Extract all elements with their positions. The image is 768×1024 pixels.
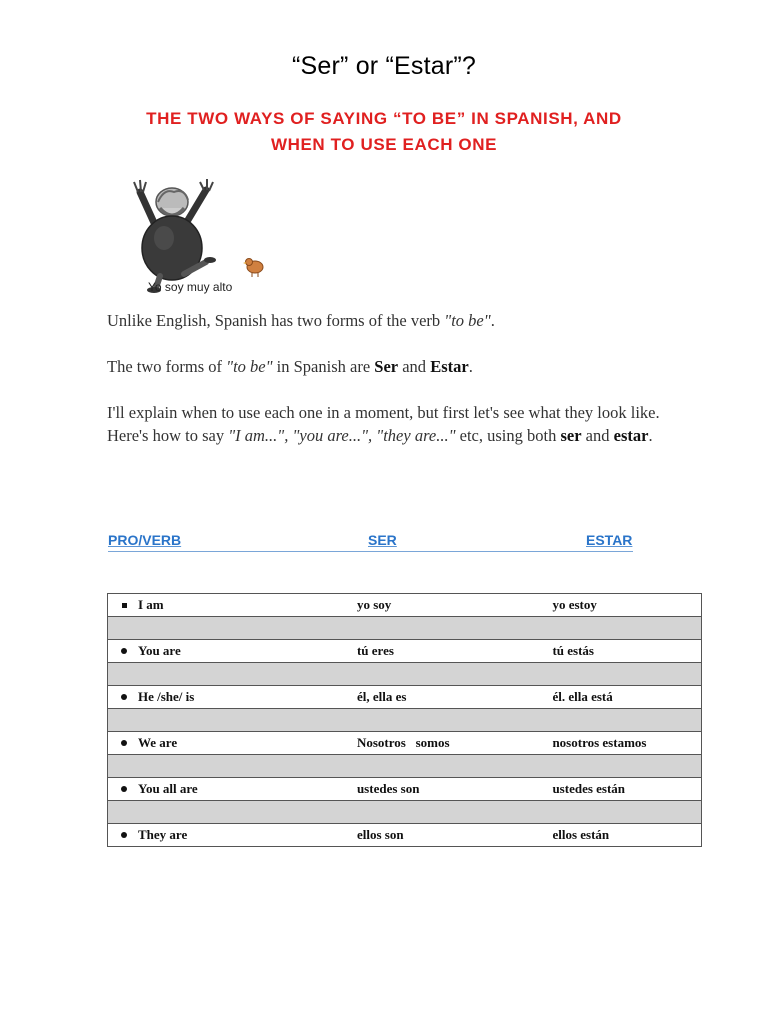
table-row [108, 686, 702, 709]
table-row [108, 778, 702, 801]
estar-cell: él. ella está [552, 686, 701, 709]
gap-cell [108, 801, 702, 824]
ser-cell: tú eres [357, 640, 553, 663]
pronoun-cell [108, 732, 357, 755]
estar-cell: nosotros estamos [552, 732, 701, 755]
estar-cell: yo estoy [552, 594, 701, 617]
conjugation-table-body [108, 594, 702, 847]
pronoun-text: You are [138, 643, 181, 658]
estar-cell: ellos están [552, 824, 701, 847]
table-row [108, 594, 702, 617]
gap-cell [108, 755, 702, 778]
subtitle-line-2: WHEN TO USE EACH ONE [270, 135, 498, 154]
pronoun-cell [108, 824, 357, 847]
p1-italic: "to be" [444, 311, 491, 330]
bullet-mark [121, 694, 127, 700]
header-ser: SER [368, 532, 397, 548]
table-row [108, 824, 702, 847]
conjugation-table [107, 593, 702, 847]
p1-end: . [490, 311, 495, 330]
paragraph-intro [107, 310, 677, 333]
header-estar: ESTAR [586, 532, 633, 548]
gap-cell [108, 663, 702, 686]
table-gap-row [108, 755, 702, 778]
paragraph-explain [107, 402, 677, 447]
bullet-mark [122, 603, 127, 608]
subtitle-line-1: THE TWO WAYS OF SAYING “TO BE” IN SPANISH, AND [146, 109, 622, 128]
p2-text3: and [398, 357, 431, 376]
p3-text2: etc, using both [455, 425, 561, 445]
header-underline [108, 551, 633, 552]
table-row [108, 640, 702, 663]
p2-bold-estar: Estar [430, 357, 469, 376]
pronoun-cell [108, 594, 357, 617]
bullet-mark [121, 832, 127, 838]
bullet-mark [121, 786, 127, 792]
table-gap-row [108, 617, 702, 640]
bullet-mark [121, 648, 127, 654]
ser-cell: Nosotros somos [357, 732, 553, 755]
gap-cell [108, 617, 702, 640]
pronoun-text: I am [138, 597, 164, 612]
ser-cell: ellos son [357, 824, 553, 847]
p2-end: . [468, 357, 473, 376]
p1-text: Unlike English, Spanish has two forms of the verb [107, 311, 445, 330]
p2-italic: "to be" [226, 357, 273, 376]
header-pro-verb: PRO/VERB [108, 532, 182, 548]
dot-bullet-icon [110, 828, 138, 843]
p3-text1: I'll explain when to use each one in a moment, but first let's see what they look like. Here's how to say [107, 403, 660, 445]
p2-bold-ser: Ser [374, 357, 399, 376]
table-gap-row [108, 709, 702, 732]
pronoun-cell [108, 686, 357, 709]
p3-end: . [648, 425, 653, 445]
dot-bullet-icon [110, 644, 138, 659]
table-row [108, 732, 702, 755]
pronoun-text: He /she/ is [138, 689, 195, 704]
page-title: “Ser” or “Estar”? [292, 52, 476, 80]
estar-cell: tú estás [552, 640, 701, 663]
gap-cell [108, 709, 702, 732]
square-bullet-icon [110, 598, 138, 613]
p2-text2: in Spanish are [272, 357, 375, 376]
pronoun-cell [108, 640, 357, 663]
paragraph-forms [107, 356, 677, 379]
p3-italic: "I am...", "you are...", "they are..." [228, 425, 456, 445]
ser-cell: ustedes son [357, 778, 553, 801]
p2-text1: The two forms of [107, 357, 227, 376]
ser-cell: yo soy [357, 594, 553, 617]
pronoun-text: You all are [138, 781, 198, 796]
dot-bullet-icon [110, 782, 138, 797]
pronoun-cell [108, 778, 357, 801]
table-gap-row [108, 801, 702, 824]
dot-bullet-icon [110, 736, 138, 751]
pronoun-text: We are [138, 735, 178, 750]
p3-text3: and [581, 425, 614, 445]
bullet-mark [121, 740, 127, 746]
page-subtitle [90, 106, 678, 158]
p3-bold-ser: ser [560, 425, 582, 445]
table-gap-row [108, 663, 702, 686]
ser-cell: él, ella es [357, 686, 553, 709]
p3-bold-estar: estar [613, 425, 649, 445]
estar-cell: ustedes están [552, 778, 701, 801]
pronoun-text: They are [138, 827, 188, 842]
dot-bullet-icon [110, 690, 138, 705]
illustration-caption: Yo soy muy alto [148, 280, 233, 294]
